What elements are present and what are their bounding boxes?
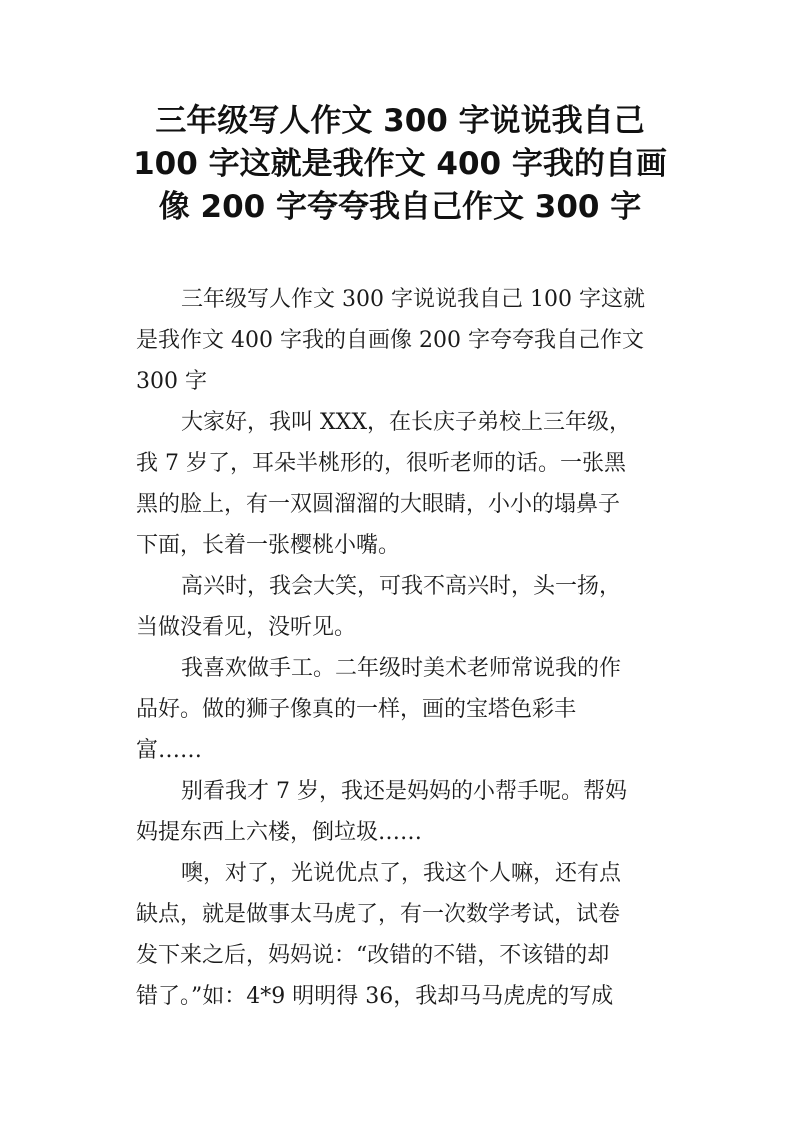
document-title	[100, 100, 700, 229]
paragraph-line: 三年级写人作文 300 字说说我自己 100 字这就	[181, 287, 645, 312]
paragraph-helper	[136, 771, 676, 853]
paragraph-line: 错了。”如：4*9 明明得 36，我却马马虎虎的写成	[136, 984, 614, 1009]
paragraph-shortcomings	[136, 853, 676, 1017]
paragraph-line: 发下来之后，妈妈说：“改错的不错，不该错的却	[136, 943, 610, 968]
paragraph-line: 噢，对了，光说优点了，我这个人嘛，还有点	[181, 861, 622, 886]
paragraph-line: 是我作文 400 字我的自画像 200 字夸夸我自己作文	[136, 328, 644, 353]
paragraph-line: 300 字	[136, 369, 207, 394]
paragraph-line: 富……	[136, 738, 203, 763]
paragraph-line: 品好。做的狮子像真的一样，画的宝塔色彩丰	[136, 697, 577, 722]
paragraph-intro	[136, 279, 676, 402]
paragraph-line: 别看我才 7 岁，我还是妈妈的小帮手呢。帮妈	[181, 779, 627, 804]
paragraph-line: 下面，长着一张樱桃小嘴。	[136, 533, 401, 558]
paragraph-self-introduction	[136, 402, 676, 566]
paragraph-line: 妈提东西上六楼，倒垃圾……	[136, 820, 423, 845]
paragraph-mood	[136, 566, 676, 648]
document-body	[136, 279, 676, 1017]
paragraph-handicraft	[136, 648, 676, 771]
title-line-2: 100 字这就是我作文 400 字我的自画	[133, 146, 667, 182]
paragraph-line: 黑的脸上，有一双圆溜溜的大眼睛，小小的塌鼻子	[136, 492, 621, 517]
paragraph-line: 大家好，我叫 XXX，在长庆子弟校上三年级，	[181, 410, 631, 435]
paragraph-line: 当做没看见，没听见。	[136, 615, 357, 640]
title-line-3: 像 200 字夸夸我自己作文 300 字	[158, 189, 642, 225]
paragraph-line: 高兴时，我会大笑，可我不高兴时，头一扬，	[181, 574, 622, 599]
title-line-1: 三年级写人作文 300 字说说我自己	[155, 103, 645, 139]
paragraph-line: 我 7 岁了，耳朵半桃形的，很听老师的话。一张黑	[136, 451, 626, 476]
paragraph-line: 我喜欢做手工。二年级时美术老师常说我的作	[181, 656, 622, 681]
paragraph-line: 缺点，就是做事太马虎了，有一次数学考试，试卷	[136, 902, 621, 927]
